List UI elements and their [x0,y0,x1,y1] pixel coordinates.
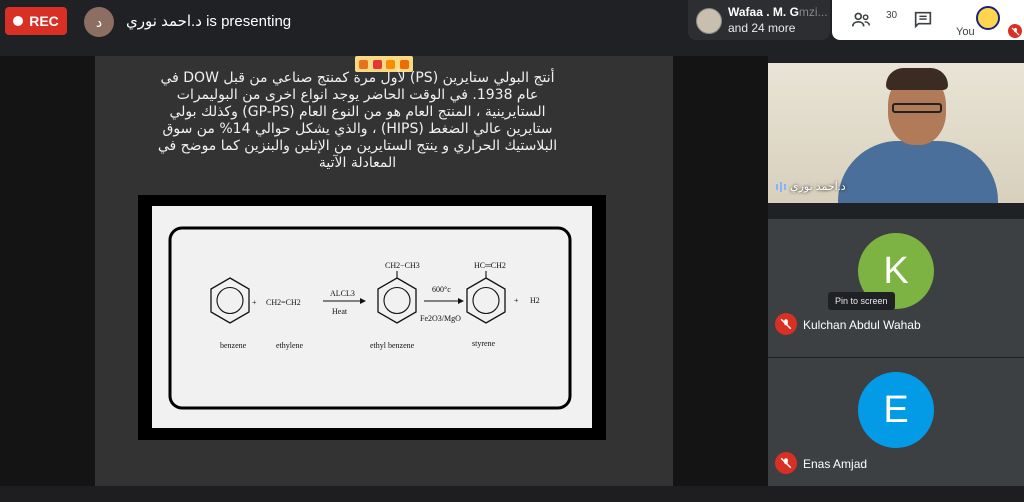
recording-label: REC [29,13,59,29]
chip-more-count: and 24 more [728,21,796,35]
you-label: You [956,26,975,38]
benzene-label: benzene [220,341,247,350]
kulchan-avatar: K [858,233,934,309]
slide-line: الستايرينية ، المنتج العام هو من النوع العام (GP-PS) وكذلك بولي [169,104,546,120]
slide-line: عام 1938. في الوقت الحاضر يوجد انواع اخرى من البوليمرات [176,87,539,103]
catalyst-alcl3: ALCL3 [330,289,355,298]
slide-line: المعادلة الآتية [318,155,397,171]
people-count: 30 [886,10,898,21]
equation-figure [152,206,592,428]
meeting-toolbar [832,0,1024,40]
participant-tile-kulchan[interactable] [768,219,1024,357]
people-button[interactable] [850,6,898,34]
plus-sign: + [514,296,519,305]
mic-off-icon [775,313,797,335]
ethyl-group: CH2−CH3 [385,261,420,270]
catalyst-fe2o3: Fe2O3/MgO [420,314,461,323]
university-logo [976,6,1000,30]
mic-off-icon [1008,24,1022,38]
slide-line: أنتج البولي ستايرين (PS) لأول مرة كمنتج صناعي من قبل DOW في [160,70,555,86]
hydrogen-label: H2 [530,296,540,305]
participants-chip[interactable] [688,0,830,40]
reaction-diagram [152,206,592,428]
firefox-icon [359,60,368,69]
slide-text [110,70,605,172]
window-share-icon [400,60,409,69]
person-glasses [892,103,942,113]
chip-participant-name: Wafaa . M. Gmzi... [728,5,828,19]
participant-tile-enas[interactable] [768,358,1024,496]
arrowhead-2 [458,298,464,304]
audio-level-icon [776,182,786,192]
enas-name: Enas Amjad [803,457,868,471]
benzene-ring [211,278,249,323]
enas-avatar: E [858,372,934,448]
recording-indicator [5,7,67,35]
video-tile-name [776,180,846,193]
kulchan-name: Kulchan Abdul Wahab [803,318,921,332]
presenting-status [126,12,291,30]
temperature-label: 600°c [432,285,451,294]
presenter-name: د.احمد نوري [126,13,202,30]
styrene-ring [467,278,505,323]
pin-to-screen-tooltip: Pin to screen [828,292,895,310]
chat-icon [912,9,934,31]
slide-line: البلاستيك الحراري و ينتج الستايرين من الإثلين والبنزين كما موضح في [157,138,558,154]
presenting-text: is presenting [206,13,292,30]
participant-avatar [696,8,722,34]
people-icon [850,9,872,31]
presenter-tile-name: د.احمد نوري [790,181,846,193]
mic-off-icon [775,452,797,474]
vinyl-group: HC═CH2 [474,261,506,270]
ethylene-formula: CH2=CH2 [266,298,301,307]
slide-line: ستايرين عالي الضغط (HIPS) ، والذي يشكل حوالي 14% من سوق [162,121,553,137]
record-dot-icon [13,16,23,26]
arrowhead-1 [360,298,366,304]
condition-heat: Heat [332,307,348,316]
chat-button[interactable] [912,6,934,34]
styrene-label: styrene [472,339,496,348]
presenter-avatar: د [84,7,114,37]
top-bar [0,0,1024,44]
ethyl-benzene-label: ethyl benzene [370,341,415,350]
plus-sign: + [252,298,257,307]
bottom-strip [0,486,1024,502]
camera-icon [373,60,382,69]
ethylene-label: ethylene [276,341,304,350]
person-hair [886,68,948,90]
mic-icon [386,60,395,69]
self-view-chip[interactable] [954,2,1024,40]
ethylbenzene-ring [378,278,416,323]
